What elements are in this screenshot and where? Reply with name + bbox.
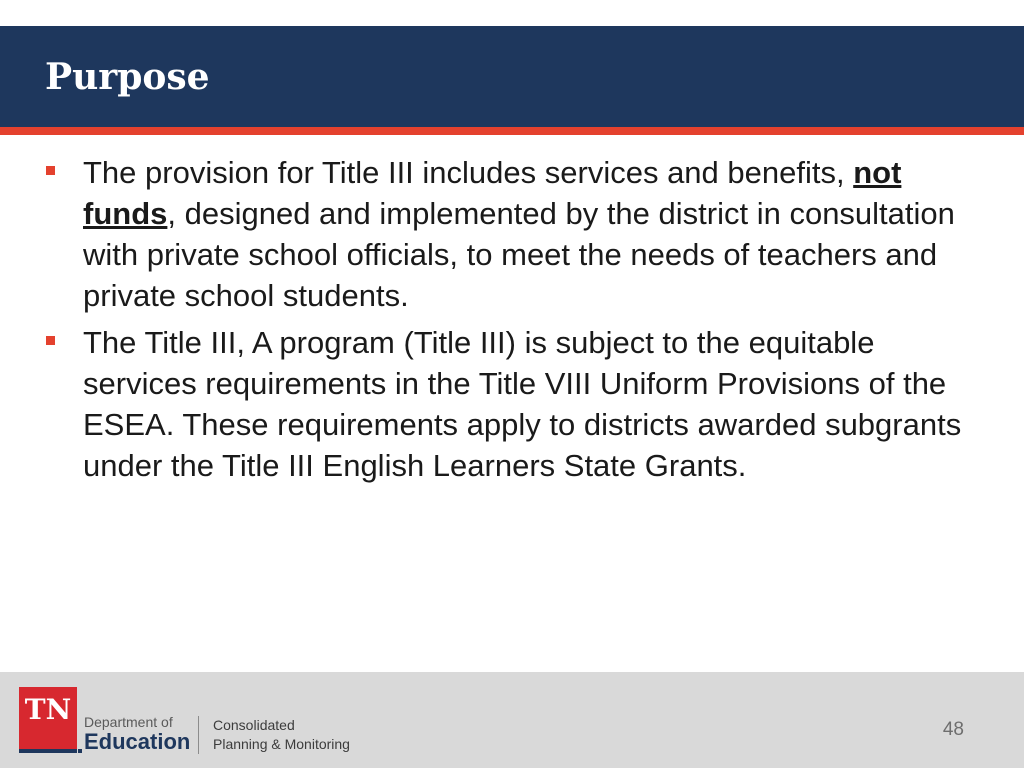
title-accent-stripe — [0, 127, 1024, 135]
program-name-line1: Consolidated — [213, 717, 295, 733]
square-bullet-icon — [46, 166, 55, 175]
slide-content — [44, 152, 964, 492]
bullet-text-end: , designed and implemented by the district in consultation with private school officials, to meet the needs of teachers and private school students. — [83, 196, 955, 313]
program-name-line2: Planning & Monitoring — [213, 736, 350, 752]
square-bullet-icon — [46, 336, 55, 345]
bullet-item — [44, 152, 964, 316]
bullet-emphasis: not funds — [83, 155, 902, 231]
bullet-item — [44, 322, 964, 486]
tn-logo — [19, 687, 77, 753]
bullet-text-start: The provision for Title III includes services and benefits, — [83, 155, 854, 190]
department-label: Department of — [84, 714, 173, 730]
page-number: 48 — [942, 719, 964, 740]
bullet-text: The Title III, A program (Title III) is subject to the equitable services requirements in the Title VIII Uniform Provisions of the ESEA. These requirements apply to districts awarded subgrants under the Title III English Learners State Grants. — [83, 325, 962, 483]
tn-logo-text: TN — [24, 693, 72, 726]
slide-title: Purpose — [45, 56, 210, 98]
footer-divider — [198, 716, 199, 754]
department-name: Education — [84, 729, 191, 754]
department-dot — [78, 749, 82, 753]
